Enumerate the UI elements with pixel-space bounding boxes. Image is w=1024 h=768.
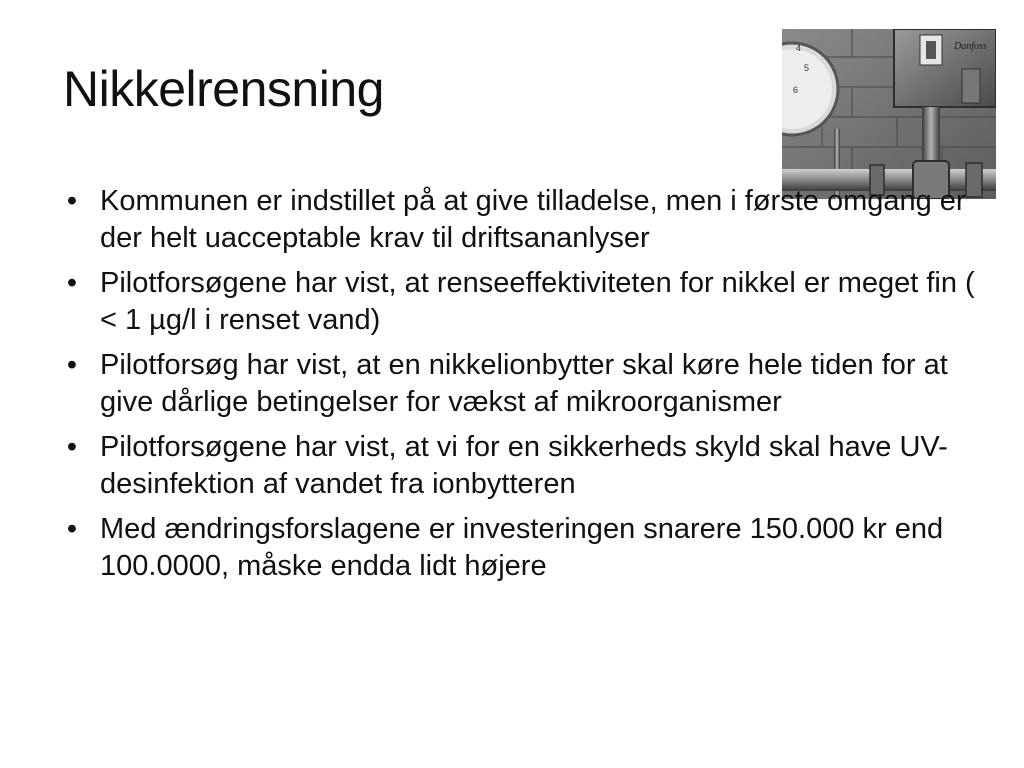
- slide-title: Nikkelrensning: [63, 61, 384, 117]
- bullet-text: Pilotforsøgene har vist, at vi for en sikkerheds skyld skal have UV-desinfektion af vandet fra ionbytteren: [100, 431, 948, 500]
- bullet-item: [62, 429, 982, 503]
- bullet-item: [62, 511, 982, 585]
- bullet-text: Med ændringsforslagene er investeringen snarere 150.000 kr end 100.0000, måske endda lidt højere: [100, 513, 944, 582]
- bullet-glyph: •: [66, 431, 78, 463]
- bullet-item: [62, 347, 982, 421]
- gauge-number-4: 4: [796, 43, 802, 53]
- bullet-glyph: •: [66, 267, 78, 299]
- bullet-text: Pilotforsøg har vist, at en nikkelionbytter skal køre hele tiden for at give dårlige betingelser for vækst af mikroorganismer: [100, 349, 948, 418]
- gauge-number-6: 6: [793, 85, 799, 95]
- bullet-glyph: •: [66, 349, 78, 381]
- bullet-item: [62, 183, 982, 257]
- bullet-list: [62, 183, 982, 593]
- bullet-text: Pilotforsøgene har vist, at renseeffektiviteten for nikkel er meget fin ( < 1 µg/l i renset vand): [100, 267, 975, 336]
- brand-logo: Danfoss: [954, 41, 987, 52]
- bullet-item: [62, 265, 982, 339]
- bullet-glyph: •: [66, 513, 78, 545]
- gauge-pipe-photo: [782, 29, 996, 199]
- bullet-text: Kommunen er indstillet på at give tilladelse, men i første omgang er der helt uacceptable krav til driftsananlyser: [100, 185, 966, 254]
- bullet-glyph: •: [66, 185, 78, 217]
- gauge-number-5: 5: [804, 63, 810, 73]
